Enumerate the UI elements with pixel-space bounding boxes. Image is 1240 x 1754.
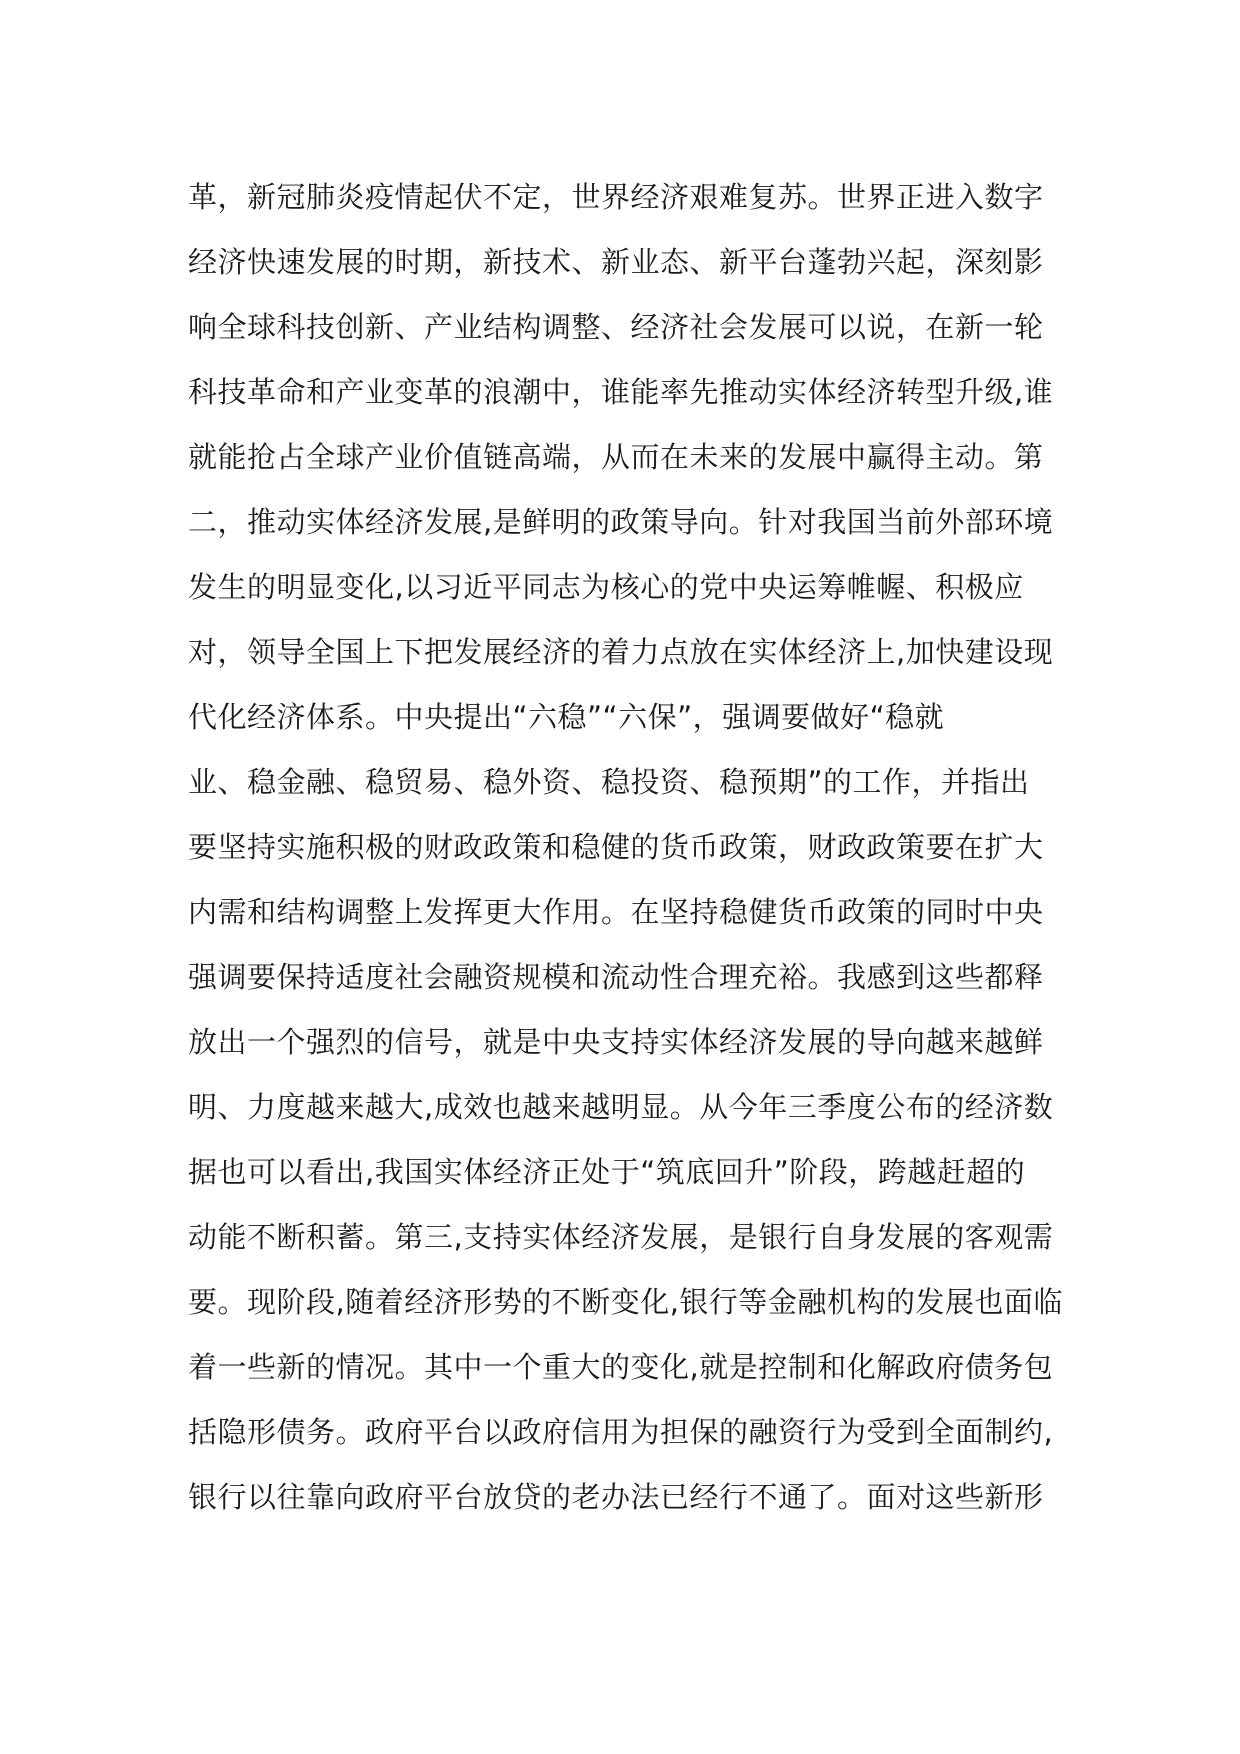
text-line: 内需和结构调整上发挥更大作用。在坚持稳健货币政策的同时中央	[188, 895, 1044, 929]
text-line: 代化经济体系。中央提出“六稳”“六保”，强调要做好“稳就	[188, 700, 945, 734]
text-line: 明、力度越来越大,成效也越来越明显。从今年三季度公布的经济数	[188, 1090, 1054, 1124]
text-line: 强调要保持适度社会融资规模和流动性合理充裕。我感到这些都释	[188, 960, 1044, 994]
text-line: 经济快速发展的时期，新技术、新业态、新平台蓬勃兴起，深刻影	[188, 245, 1044, 279]
text-line: 业、稳金融、稳贸易、稳外资、稳投资、稳预期”的工作，并指出	[188, 765, 1030, 799]
text-line: 放出一个强烈的信号，就是中央支持实体经济发展的导向越来越鲜	[188, 1025, 1044, 1059]
text-line: 就能抢占全球产业价值链高端，从而在未来的发展中赢得主动。第	[188, 440, 1044, 474]
text-line: 动能不断积蓄。第三,支持实体经济发展，是银行自身发展的客观需	[188, 1220, 1054, 1254]
text-line: 要。现阶段,随着经济形势的不断变化,银行等金融机构的发展也面临	[188, 1285, 1063, 1319]
body-text	[188, 165, 1068, 1530]
text-line: 括隐形债务。政府平台以政府信用为担保的融资行为受到全面制约,	[188, 1415, 1054, 1449]
text-line: 着一些新的情况。其中一个重大的变化,就是控制和化解政府债务包	[188, 1350, 1054, 1384]
text-line: 据也可以看出,我国实体经济正处于“筑底回升”阶段，跨越赶超的	[188, 1155, 1026, 1189]
text-line: 要坚持实施积极的财政政策和稳健的货币政策，财政政策要在扩大	[188, 830, 1044, 864]
text-line: 二，推动实体经济发展,是鲜明的政策导向。针对我国当前外部环境	[188, 505, 1054, 539]
text-line: 对，领导全国上下把发展经济的着力点放在实体经济上,加快建设现	[188, 635, 1054, 669]
text-line: 发生的明显变化,以习近平同志为核心的党中央运筹帷幄、积极应	[188, 570, 1024, 604]
text-line: 科技革命和产业变革的浪潮中，谁能率先推动实体经济转型升级,谁	[188, 375, 1054, 409]
text-line: 响全球科技创新、产业结构调整、经济社会发展可以说，在新一轮	[188, 310, 1044, 344]
text-line: 革，新冠肺炎疫情起伏不定，世界经济艰难复苏。世界正进入数字	[188, 180, 1044, 214]
text-line: 银行以往靠向政府平台放贷的老办法已经行不通了。面对这些新形	[188, 1480, 1044, 1514]
